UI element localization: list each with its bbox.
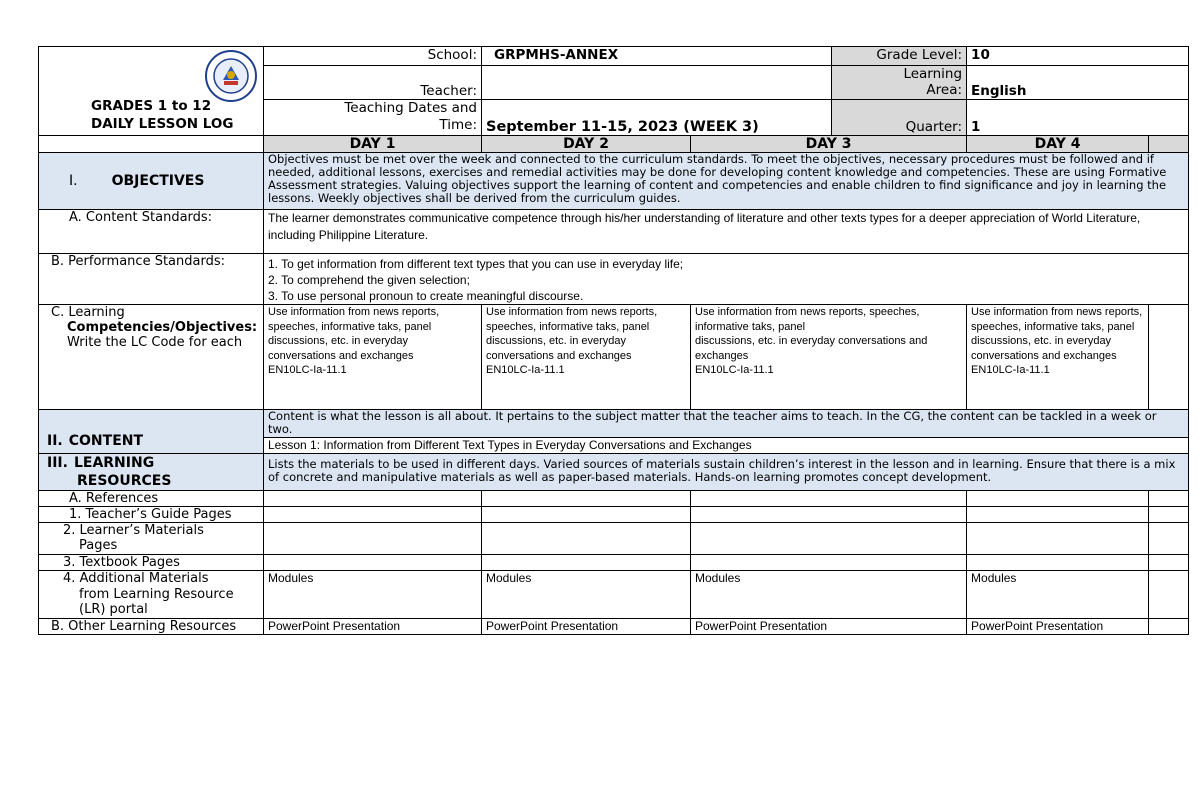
am-label-1: 4. Additional Materials [63,571,209,586]
am-day-1: Modules [264,571,482,619]
competency-code: EN10LC-Ia-11.1 [486,364,565,376]
other-day-5 [1149,619,1189,635]
log-title [39,47,264,136]
performance-item: 1. To get information from different text types that you can use in everyday life; [268,257,684,271]
school-label: School: [264,47,482,66]
teacher-label: Teacher: [264,66,482,100]
references-day-3 [691,491,967,507]
performance-item: 2. To comprehend the given selection; [268,273,470,287]
learning-area-label-1: Learning [903,66,963,82]
additional-materials-label [39,571,264,619]
objectives-note: Objectives must be met over the week and connected to the curriculum standards. To meet the objectives, necessary procedures must be followed and if needed, additional lessons, exercises and remedial activities may be done for developing content knowledge and competencies. These are using Formative Assessment strategies. Valuing objectives support the learning of content and competencies and enable children to find significance and joy in learning the lessons. Weekly objectives shall be derived from the curriculum guides. [264,153,1189,210]
other-day-2: PowerPoint Presentation [482,619,691,635]
content-label: CONTENT [68,433,144,449]
learning-area-value: English [967,66,1189,100]
deped-seal-icon [205,50,257,102]
learning-area-label [832,66,967,100]
day-4-header: DAY 4 [967,136,1149,153]
competency-day-3 [691,305,967,410]
performance-standards-list [264,254,1189,305]
grade-label: Grade Level: [832,47,967,66]
other-resources-label: B. Other Learning Resources [39,619,264,635]
am-label-2: from Learning Resource [79,586,234,602]
tg-day-1 [264,507,482,523]
day-header-blank [39,136,264,153]
teaching-dates-label-1: Teaching Dates and [344,100,477,116]
lm-day-1 [264,523,482,555]
resources-label-2: RESOURCES [77,473,172,489]
quarter-label: Quarter: [832,100,967,136]
day-5-header [1149,136,1189,153]
tg-day-3 [691,507,967,523]
competency-day-2 [482,305,691,410]
content-note: Content is what the lesson is all about. It pertains to the subject matter that the teacher aims to teach. In the CG, the content can be tackled in a week or two. [264,410,1189,438]
competency-line: Use information from news reports, speeches, informative taks, panel [268,306,440,333]
lesson-title: Lesson 1: Information from Different Text Types in Everyday Conversations and Exchanges [264,438,1189,454]
lm-day-4 [967,523,1149,555]
tb-day-4 [967,555,1149,571]
teaching-dates-value: September 11-15, 2023 (WEEK 3) [482,100,832,136]
day-3-header: DAY 3 [691,136,967,153]
performance-standards-label: B. Performance Standards: [39,254,264,305]
lm-day-5 [1149,523,1189,555]
competency-line: Use information from news reports, speeches, informative taks, panel [486,306,658,333]
tb-day-1 [264,555,482,571]
tg-day-2 [482,507,691,523]
competency-day-4 [967,305,1149,410]
quarter-value: 1 [967,100,1189,136]
resources-note: Lists the materials to be used in different days. Varied sources of materials sustain children’s interest in the lesson and in learning. Ensure that there is a mix of concrete and manipulative materials as well as paper-based materials. Hands-on learning promotes concept development. [264,454,1189,491]
other-day-4: PowerPoint Presentation [967,619,1149,635]
objectives-num: I. [69,173,78,189]
teacher-value [482,66,832,100]
competency-code: EN10LC-Ia-11.1 [268,364,347,376]
competencies-label-2: Competencies/Objectives: [67,320,258,335]
resources-label-1: LEARNING [73,455,155,471]
competency-day-5 [1149,305,1189,410]
teaching-dates-label [264,100,482,136]
content-num: II. [47,433,63,449]
day-2-header: DAY 2 [482,136,691,153]
other-day-1: PowerPoint Presentation [264,619,482,635]
competency-line: discussions, etc. in everyday conversations and exchanges [695,335,928,362]
tg-day-4 [967,507,1149,523]
references-label: A. References [39,491,264,507]
am-day-4: Modules [967,571,1149,619]
title-line-1: GRADES 1 to 12 [91,98,212,114]
textbook-label: 3. Textbook Pages [39,555,264,571]
school-value: GRPMHS-ANNEX [482,47,832,66]
other-day-3: PowerPoint Presentation [691,619,967,635]
tb-day-3 [691,555,967,571]
lm-day-3 [691,523,967,555]
references-day-5 [1149,491,1189,507]
day-1-header: DAY 1 [264,136,482,153]
content-standards-label: A. Content Standards: [39,210,264,254]
content-heading [39,410,264,454]
daily-lesson-log [38,46,1176,635]
tg-day-5 [1149,507,1189,523]
tb-day-5 [1149,555,1189,571]
references-day-2 [482,491,691,507]
resources-num: III. [47,455,68,471]
objectives-heading [39,153,264,210]
am-day-2: Modules [482,571,691,619]
competency-line: discussions, etc. in everyday conversations and exchanges [268,335,414,362]
performance-item: 3. To use personal pronoun to create meaningful discourse. [268,289,584,303]
learning-area-label-2: Area: [926,82,963,98]
resources-heading [39,454,264,491]
competency-line: discussions, etc. in everyday conversations and exchanges [971,335,1117,362]
references-day-4 [967,491,1149,507]
lm-day-2 [482,523,691,555]
content-standards-text: The learner demonstrates communicative competence through his/her understanding of literature and other texts types for a deeper appreciation of World Literature, including Philippine Literature. [264,210,1189,254]
references-day-1 [264,491,482,507]
competency-code: EN10LC-Ia-11.1 [695,364,774,376]
grade-value: 10 [967,47,1189,66]
lm-label-2: Pages [79,538,118,553]
competency-line: Use information from news reports, speeches, informative taks, panel [971,306,1143,333]
lm-label-1: 2. Learner’s Materials [63,523,204,538]
competencies-label-1: C. Learning [51,305,125,320]
learners-materials-label [39,523,264,555]
tb-day-2 [482,555,691,571]
competencies-label-3: Write the LC Code for each [67,335,243,350]
teachers-guide-label: 1. Teacher’s Guide Pages [39,507,264,523]
objectives-label: OBJECTIVES [111,173,205,189]
teaching-dates-label-2: Time: [439,117,477,133]
competency-line: discussions, etc. in everyday conversations and exchanges [486,335,632,362]
am-day-5 [1149,571,1189,619]
title-line-2: DAILY LESSON LOG [91,116,234,132]
competency-day-1 [264,305,482,410]
competency-code: EN10LC-Ia-11.1 [971,364,1050,376]
competency-line: Use information from news reports, speeches, informative taks, panel [695,306,920,333]
am-day-3: Modules [691,571,967,619]
competencies-label [39,305,264,410]
am-label-3: (LR) portal [79,602,148,617]
